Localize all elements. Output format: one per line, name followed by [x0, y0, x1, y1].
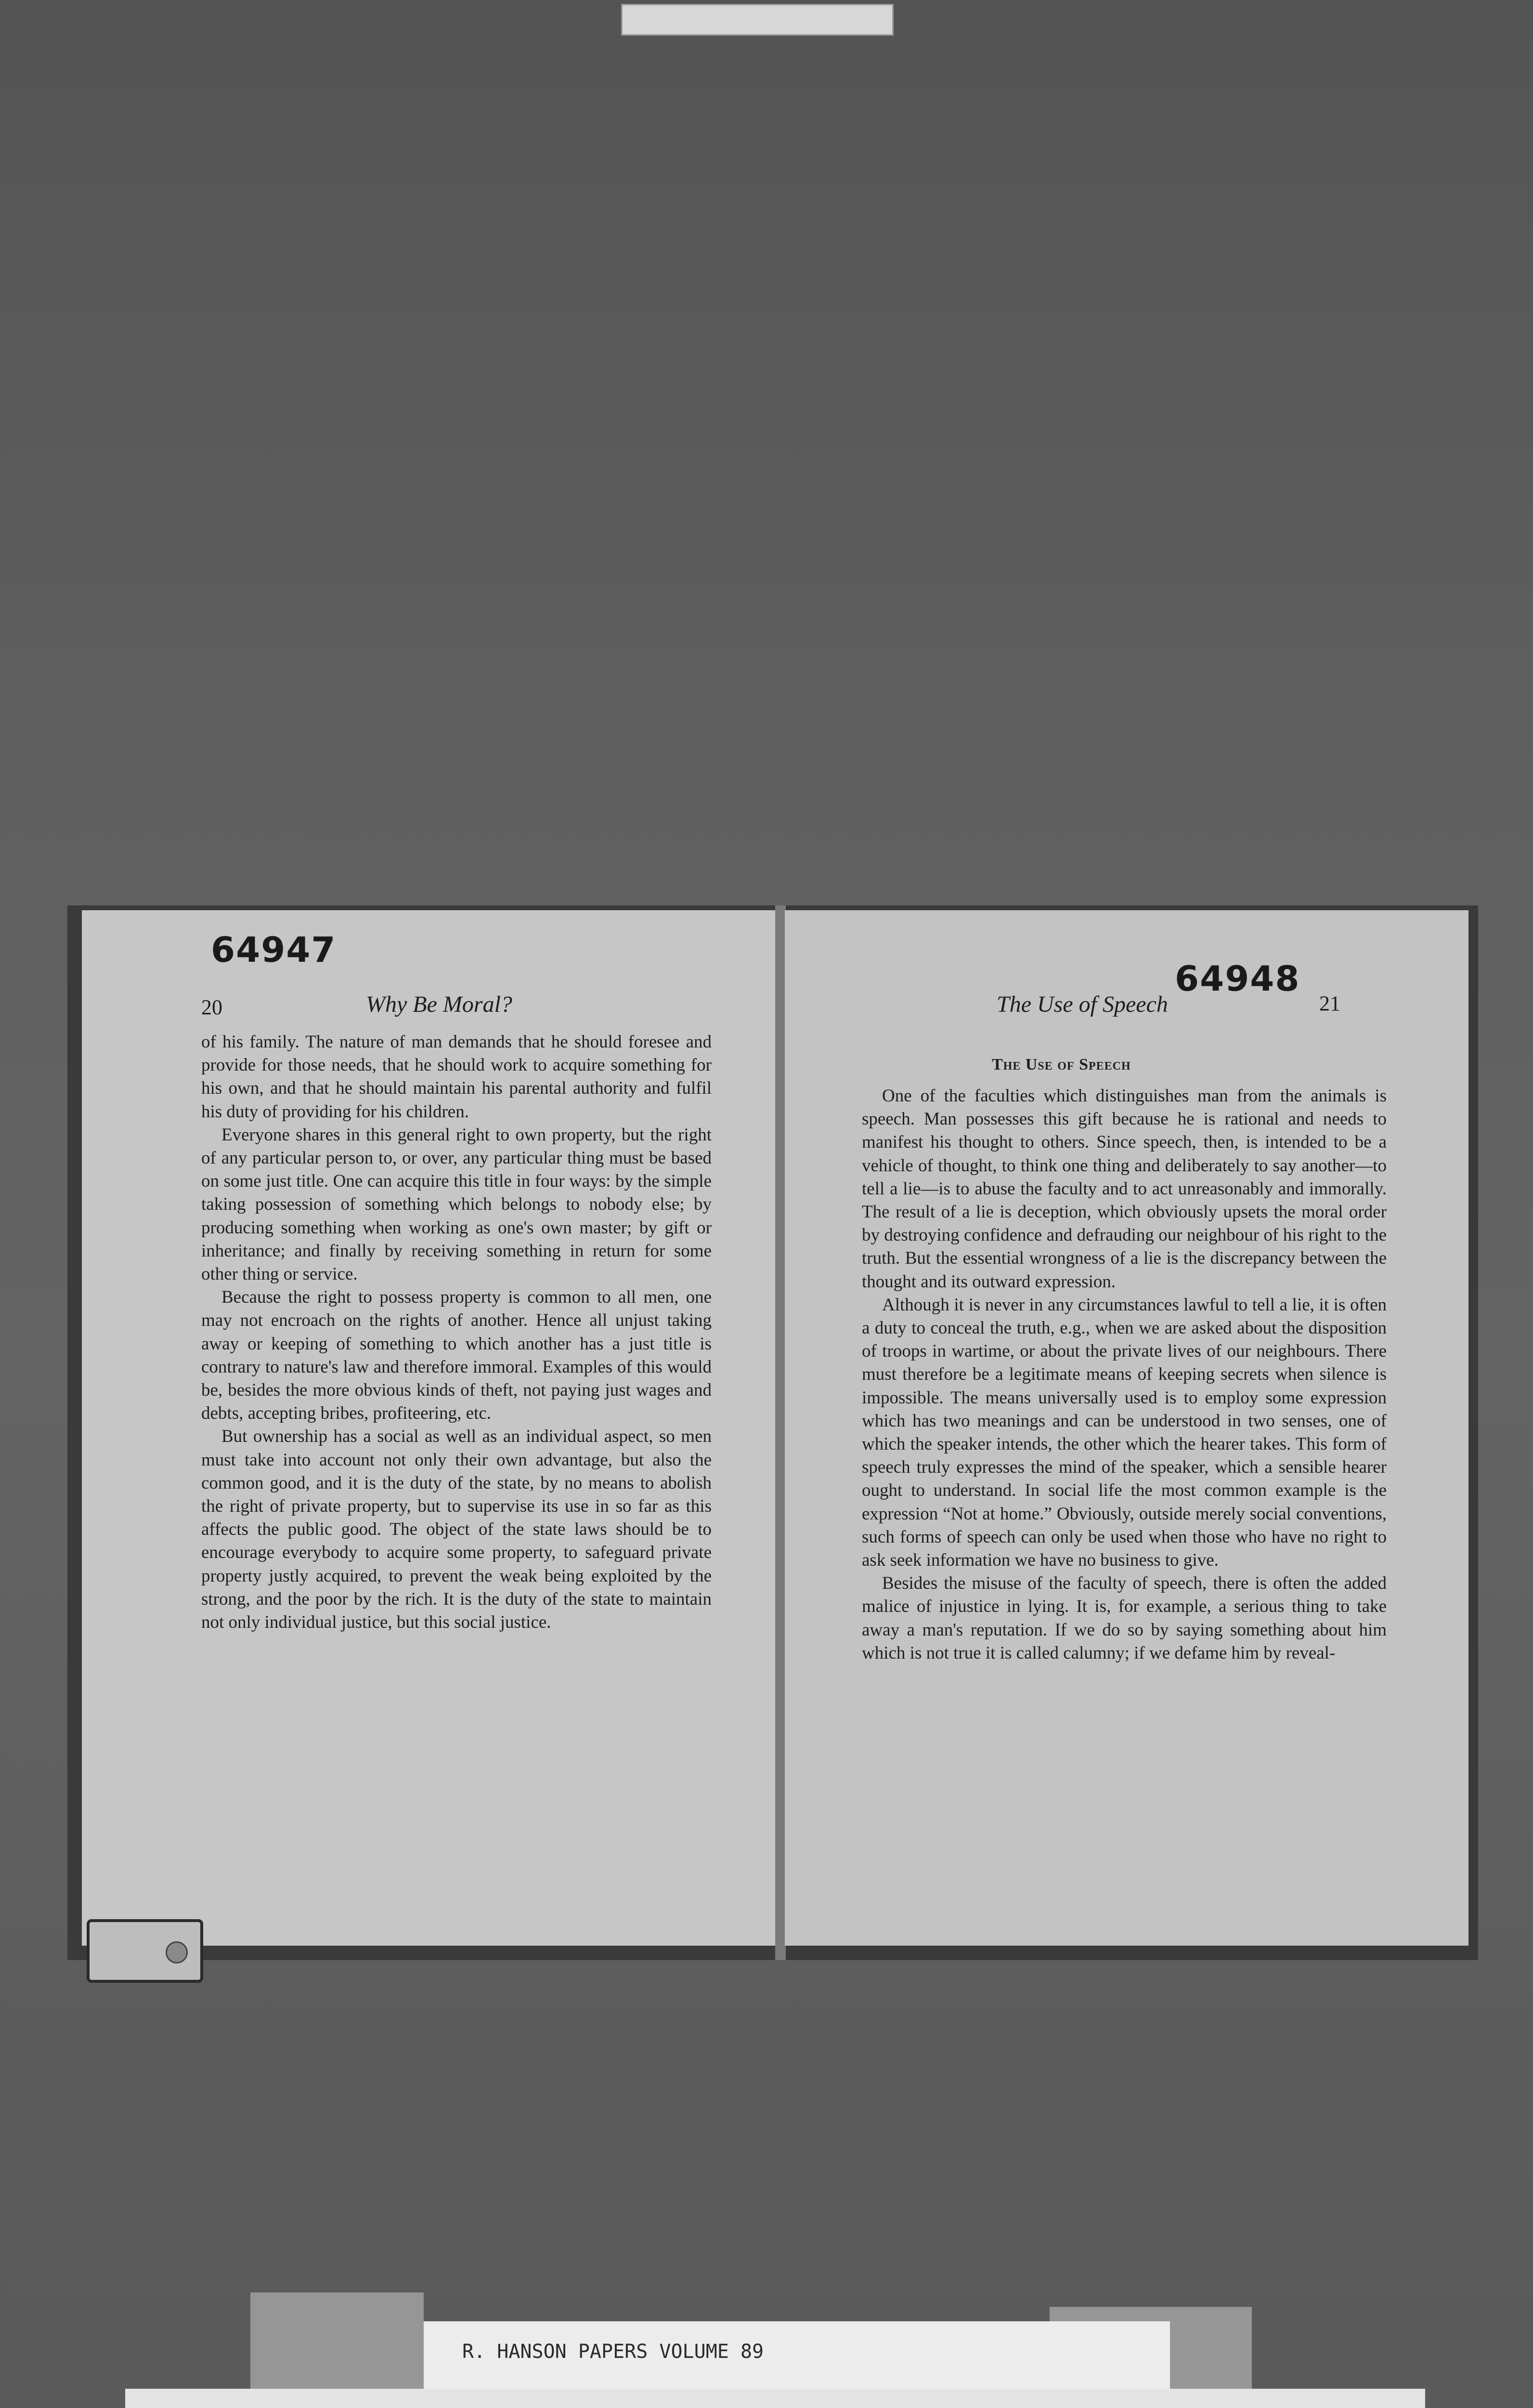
left-running-head: Why Be Moral?: [366, 992, 512, 1017]
archives-card: [125, 2389, 1425, 2408]
open-book: [67, 905, 1478, 1960]
right-page-number: 21: [1319, 992, 1340, 1015]
left-page-number: 20: [201, 995, 222, 1019]
left-stamp-number: 64947: [211, 929, 337, 970]
right-paragraph: One of the faculties which distinguishes man from the animals is speech. Man possesses this gift because he is rational and needs to manifest his thought to others. Since speech, then, is intended to be a vehicle of thought, to think one thing and deliberately to say another—to tell a lie—is to abuse the faculty and to act unreasonably and immorally. The result of a lie is deception, which obviously upsets the moral order by destroying confidence and defrauding our neighbour of his right to the truth. But the essential wrongness of a lie is the discrepancy between the thought and its outward expression.: [862, 1086, 1387, 1292]
left-page: [82, 910, 775, 1946]
left-paragraph: Everyone shares in this general right to own property, but the right of any particular person to, or over, any particular thing must be based on some just title. One can acquire this title in four ways: by the simple taking possession of something which belongs to nobody else; by producing something when working as one's own master; by gift or inheritance; and finally by receiving something in return for some other thing or service.: [201, 1125, 712, 1284]
book-gutter: [775, 905, 786, 1960]
right-paragraph: Besides the misuse of the faculty of speech, there is often the added malice of injustice in lying. It is, for example, a serious thing to take away a man's reputation. If we do so by saying something about him which is not true it is called calumny; if we defame him by reveal-: [862, 1573, 1387, 1663]
collection-label: R. HANSON PAPERS VOLUME 89: [462, 2341, 764, 2363]
right-running-head: The Use of Speech: [997, 992, 1168, 1017]
top-film-tab: [621, 4, 894, 36]
clip-rivet: [166, 1941, 188, 1963]
binder-clip: [87, 1919, 203, 1983]
right-stamp-number: 64948: [1175, 958, 1300, 999]
right-paragraph: Although it is never in any circumstances lawful to tell a lie, it is often a duty to conceal the truth, e.g., when we are asked about the disposition of troops in wartime, or about the private lives of our neighbours. There must therefore be a legitimate means of keeping secrets when silence is impossible. The means universally used is to employ some expression which has two meanings and can be understood in two senses, one of which the speaker intends, the other which the hearer takes. This form of speech truly expresses the mind of the speaker, which a sensible hearer ought to understand. In social life the most common example is the expression “Not at home.” Obviously, outside merely social conventions, such forms of speech can only be used when those who have no right to ask seek information we have no business to give.: [862, 1295, 1387, 1570]
section-title: The Use of Speech: [992, 1056, 1131, 1073]
left-paragraph: Because the right to possess property is common to all men, one may not encroach on the rights of another. Hence all unjust taking away or keeping of something to which another has a just title is contrary to nature's law and therefore immoral. Examples of this would be, besides the more obvious kinds of theft, not paying just wages and debts, accepting bribes, profiteering, etc.: [201, 1287, 712, 1424]
left-body-text: [201, 1031, 712, 1634]
left-paragraph: of his family. The nature of man demands that he should foresee and provide for those needs, that he should work to acquire something for his own, and that he should maintain his parental authority and fulfil his duty of providing for his children.: [201, 1032, 712, 1122]
right-body-text: [862, 1085, 1387, 1665]
left-paragraph: But ownership has a social as well as an individual aspect, so men must take into account not only their own advantage, but also the common good, and it is the duty of the state, by no means to abolish the right of private property, but to supervise its use in so far as this affects the public good. The object of the state laws should be to encourage everybody to acquire some property, to safeguard private property justly acquired, to prevent the weak being exploited by the strong, and the poor by the rich. It is the duty of the state to maintain not only individual justice, but this social justice.: [201, 1426, 712, 1633]
right-page: [785, 910, 1468, 1946]
